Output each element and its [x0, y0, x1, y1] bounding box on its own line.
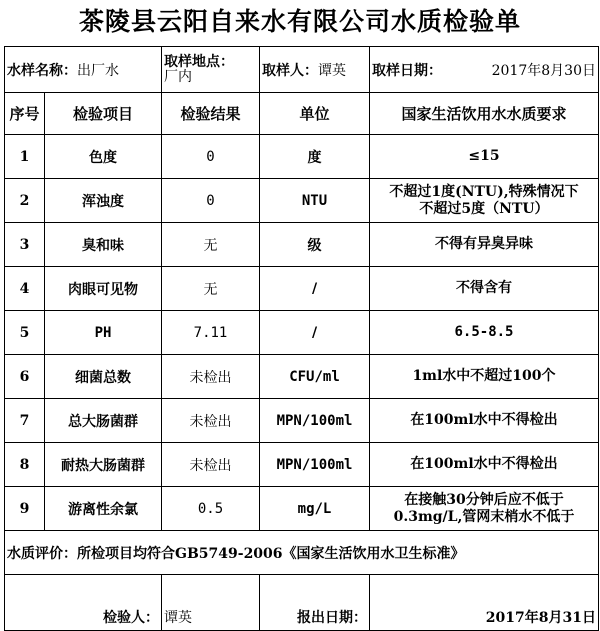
row-unit: / — [260, 267, 370, 311]
row-no: 6 — [5, 355, 45, 399]
row-item: 浑浊度 — [45, 179, 162, 223]
row-unit: 级 — [260, 223, 370, 267]
sample-name-cell — [5, 47, 162, 93]
sample-name-value: 出厂水 — [77, 62, 119, 79]
row-no: 3 — [5, 223, 45, 267]
table-row — [5, 179, 599, 223]
row-no: 1 — [5, 135, 45, 179]
sample-date-label: 取样日期： — [372, 62, 442, 79]
standard-line-1: 不得有异臭异味 — [435, 236, 533, 252]
sampler-value: 谭英 — [318, 62, 346, 79]
row-result: 0 — [162, 135, 260, 179]
standard-line-1: 不超过1度(NTU),特殊情况下 — [389, 183, 579, 200]
row-standard — [370, 311, 599, 355]
header-standard: 国家生活饮用水水质要求 — [370, 93, 599, 135]
water-quality-evaluation: 水质评价：所检项目均符合GB5749-2006《国家生活饮用水卫生标准》 — [5, 531, 599, 575]
row-no: 9 — [5, 487, 45, 531]
standard-line-1: 6.5-8.5 — [454, 324, 514, 340]
row-standard — [370, 267, 599, 311]
row-result: 未检出 — [162, 443, 260, 487]
header-item: 检验项目 — [45, 93, 162, 135]
standard-line-1: ≤15 — [468, 148, 500, 164]
inspector-value: 谭英 — [162, 575, 260, 631]
table-row — [5, 487, 599, 531]
table-header-row — [5, 93, 599, 135]
sample-info-row — [5, 47, 599, 93]
row-result: 未检出 — [162, 399, 260, 443]
footer-row — [5, 575, 599, 631]
standard-line-1: 在100ml水中不得检出 — [410, 412, 558, 428]
sampler-label: 取样人： — [262, 62, 318, 79]
row-result: 无 — [162, 267, 260, 311]
row-unit: 度 — [260, 135, 370, 179]
row-standard — [370, 487, 599, 531]
table-row — [5, 399, 599, 443]
row-result: 未检出 — [162, 355, 260, 399]
row-item: 肉眼可见物 — [45, 267, 162, 311]
header-unit: 单位 — [260, 93, 370, 135]
row-result: 0.5 — [162, 487, 260, 531]
row-item: 色度 — [45, 135, 162, 179]
row-no: 7 — [5, 399, 45, 443]
sample-name-label: 水样名称： — [7, 62, 77, 79]
row-unit: MPN/100ml — [260, 399, 370, 443]
row-item: PH — [45, 311, 162, 355]
inspector-label: 检验人： — [5, 575, 162, 631]
header-no: 序号 — [5, 93, 45, 135]
row-item: 臭和味 — [45, 223, 162, 267]
row-no: 5 — [5, 311, 45, 355]
standard-line-2: 0.3mg/L,管网末梢水不低于 — [393, 508, 575, 525]
sampler-cell — [260, 47, 370, 93]
report-date-value: 2017年8月31日 — [370, 575, 599, 631]
sample-date-value: 2017年8月30日 — [491, 62, 596, 79]
standard-line-1: 不得含有 — [456, 280, 512, 296]
header-result: 检验结果 — [162, 93, 260, 135]
row-result: 无 — [162, 223, 260, 267]
row-standard — [370, 223, 599, 267]
row-unit: / — [260, 311, 370, 355]
sample-location-value: 厂内 — [164, 68, 192, 85]
table-row — [5, 223, 599, 267]
report-date-label: 报出日期： — [260, 575, 370, 631]
table-row — [5, 135, 599, 179]
row-item: 游离性余氯 — [45, 487, 162, 531]
standard-line-1: 在100ml水中不得检出 — [410, 456, 558, 472]
table-row — [5, 443, 599, 487]
row-unit: NTU — [260, 179, 370, 223]
row-item: 细菌总数 — [45, 355, 162, 399]
row-standard — [370, 443, 599, 487]
row-unit: MPN/100ml — [260, 443, 370, 487]
standard-line-1: 在接触30分钟后应不低于 — [404, 491, 564, 508]
standard-line-2: 不超过5度（NTU） — [419, 200, 549, 217]
standard-line-1: 1ml水中不超过100个 — [412, 368, 556, 384]
row-standard — [370, 179, 599, 223]
sample-location-cell — [162, 47, 260, 93]
table-row — [5, 311, 599, 355]
table-row — [5, 355, 599, 399]
row-unit: mg/L — [260, 487, 370, 531]
row-unit: CFU/ml — [260, 355, 370, 399]
row-item: 总大肠菌群 — [45, 399, 162, 443]
table-row — [5, 267, 599, 311]
row-standard — [370, 399, 599, 443]
report-title: 茶陵县云阳自来水有限公司水质检验单 — [78, 7, 521, 36]
row-item: 耐热大肠菌群 — [45, 443, 162, 487]
sample-location-label: 取样地点： — [164, 53, 234, 70]
row-standard — [370, 135, 599, 179]
row-no: 8 — [5, 443, 45, 487]
row-result: 7.11 — [162, 311, 260, 355]
row-standard — [370, 355, 599, 399]
sample-date-cell — [370, 47, 599, 93]
evaluation-row — [5, 531, 599, 575]
row-no: 4 — [5, 267, 45, 311]
inspection-table — [4, 46, 599, 631]
row-no: 2 — [5, 179, 45, 223]
row-result: 0 — [162, 179, 260, 223]
